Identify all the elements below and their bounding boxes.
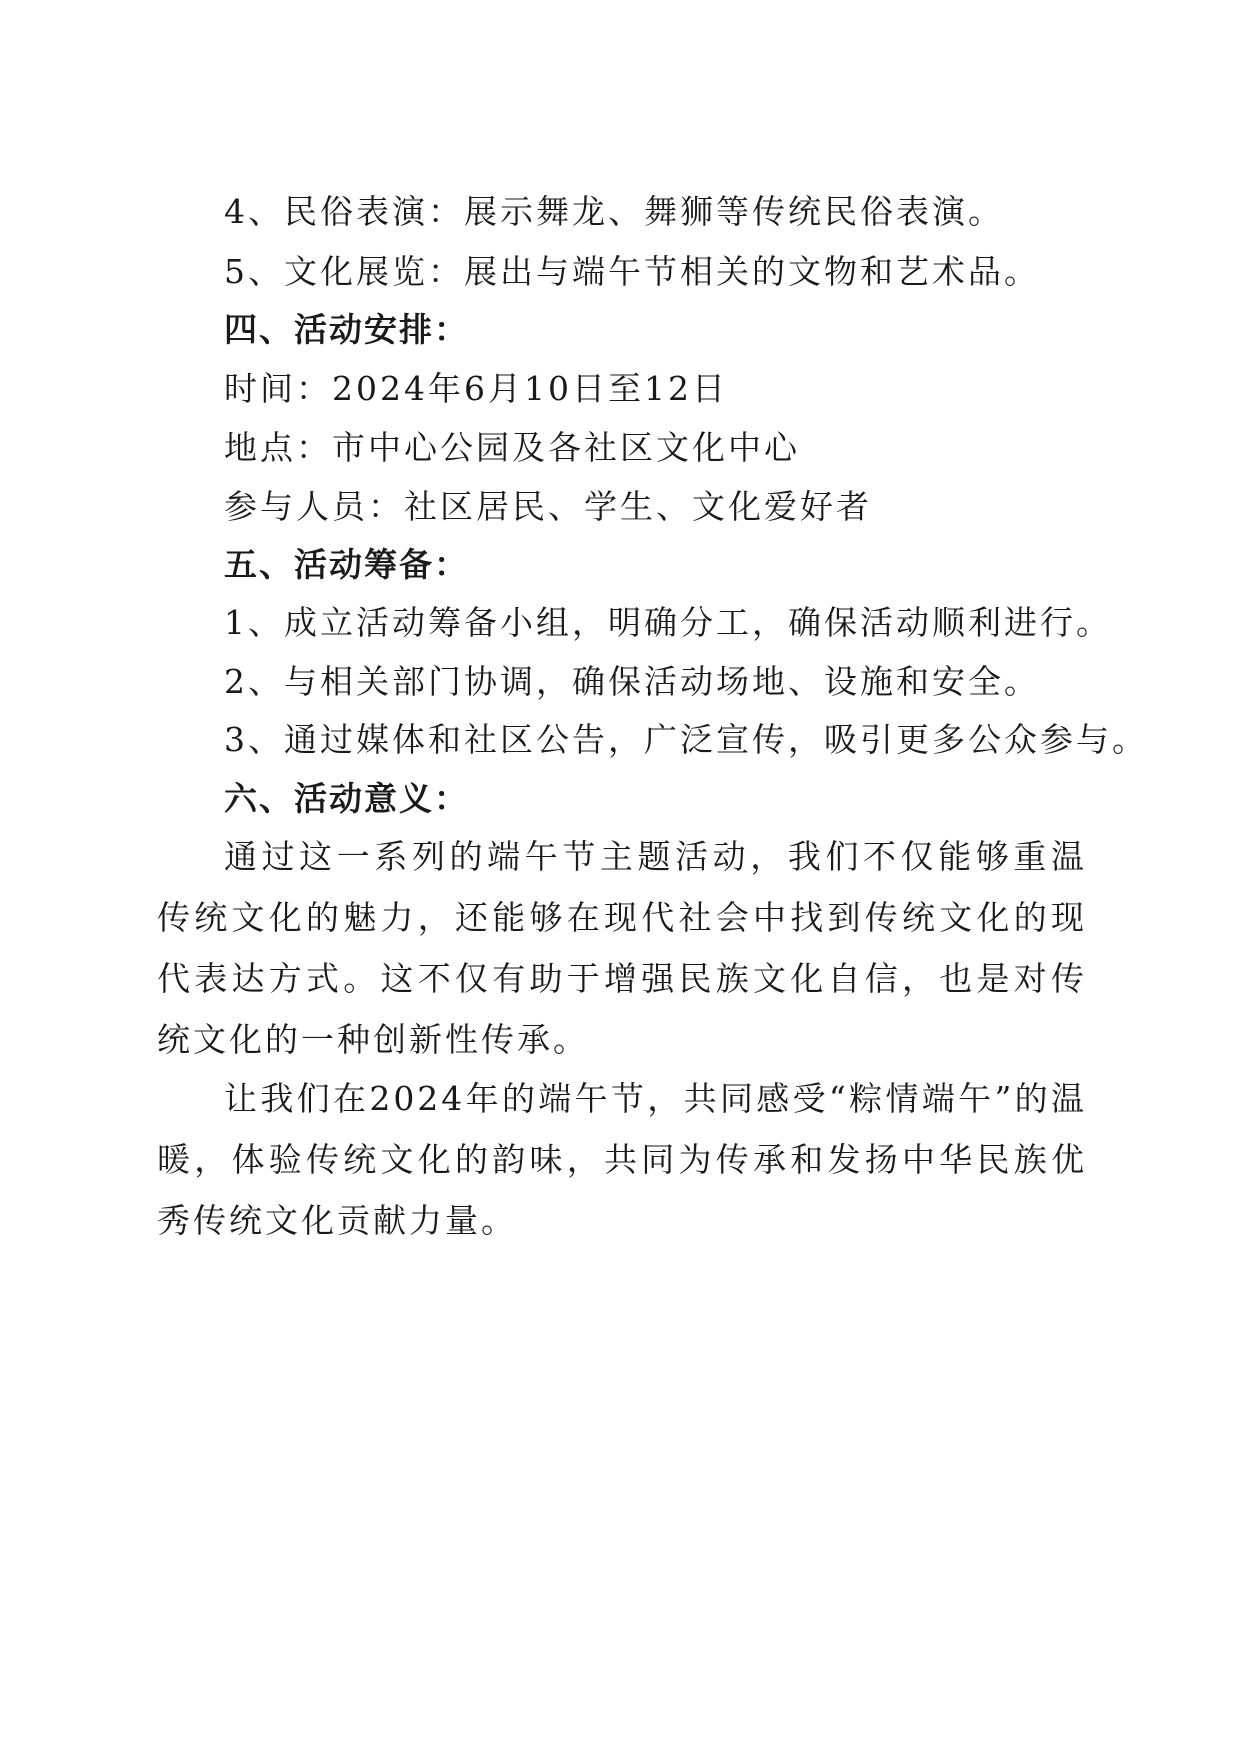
- event-participants: 参与人员：社区居民、学生、文化爱好者: [224, 487, 872, 526]
- paragraph-significance: 通过这一系列的端午节主题活动，我们不仅能够重温传统文化的魅力，还能够在现代社会中找到传统文化的现代表达方式。这不仅有助于增强民族文化自信，也是对传统文化的一种创新性传承。: [157, 837, 1087, 1059]
- list-item-folk-performance: 4、民俗表演：展示舞龙、舞狮等传统民俗表演。: [224, 192, 1004, 231]
- section-heading-preparation: 五、活动筹备：: [224, 545, 469, 584]
- event-place: 地点：市中心公园及各社区文化中心: [224, 428, 800, 467]
- list-item-prep-team: 1、成立活动筹备小组，明确分工，确保活动顺利进行。: [224, 603, 1112, 642]
- list-item-coordination: 2、与相关部门协调，确保活动场地、设施和安全。: [224, 662, 1040, 701]
- list-item-publicity: 3、通过媒体和社区公告，广泛宣传，吸引更多公众参与。: [224, 720, 1148, 759]
- event-time: 时间：2024年6月10日至12日: [224, 369, 728, 408]
- paragraph-closing: 让我们在2024年的端午节，共同感受“粽情端午”的温暖，体验传统文化的韵味，共同为传承和发扬中华民族优秀传统文化贡献力量。: [157, 1079, 1087, 1240]
- section-heading-significance: 六、活动意义：: [224, 779, 469, 818]
- section-heading-arrangement: 四、活动安排：: [224, 310, 469, 349]
- list-item-cultural-exhibition: 5、文化展览：展出与端午节相关的文物和艺术品。: [224, 252, 1040, 291]
